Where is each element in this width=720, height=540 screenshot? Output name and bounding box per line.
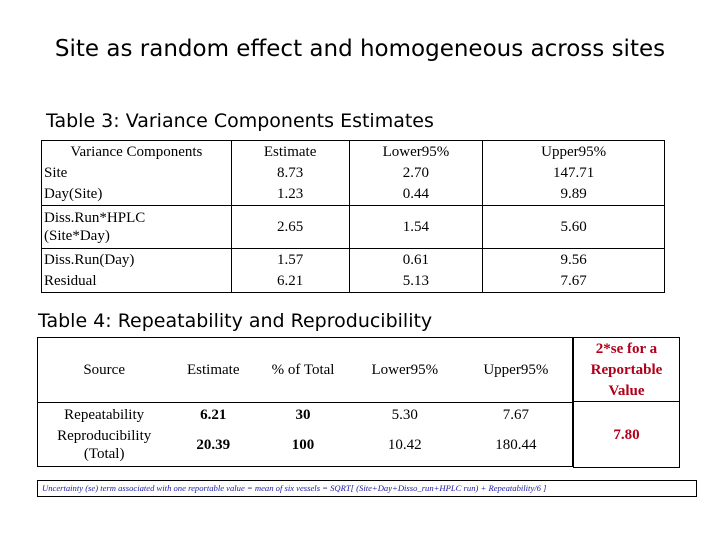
se-header-line: Value [608, 383, 645, 399]
table3-caption: Table 3: Variance Components Estimates [46, 110, 434, 132]
source-line: (Total) [83, 446, 125, 462]
source-cell: Repeatability [64, 407, 145, 424]
estimate-cell: 6.21 [200, 407, 227, 424]
table-row [38, 338, 573, 403]
lower-cell: 5.30 [391, 407, 418, 424]
estimate-cell: 1.57 [231, 249, 349, 271]
lower-cell: 1.54 [349, 205, 483, 249]
upper-cell: 7.67 [483, 271, 665, 293]
upper-cell: 147.71 [483, 162, 665, 183]
upper-cell: 180.44 [495, 437, 537, 453]
lower-cell: 2.70 [349, 162, 483, 183]
header-source: Source [38, 338, 171, 403]
upper-cell: 9.56 [483, 249, 665, 271]
reportable-se-header [573, 337, 680, 402]
table-row [42, 184, 665, 206]
pct-cell: 30 [295, 407, 311, 424]
component-cell: Diss.Run(Day) [42, 249, 232, 271]
se-header-line: Reportable [590, 362, 663, 378]
header-pct-total: % of Total [256, 338, 350, 403]
lower-cell: 5.13 [349, 271, 483, 293]
header-upper95: Upper95% [460, 338, 573, 403]
lower-cell: 0.44 [349, 184, 483, 206]
uncertainty-footnote: Uncertainty (se) term associated with one reportable value = mean of six vessels = SQRT[ (Site+Day+Disso_run+HPLC run) + Repeatability/6 ] [37, 480, 697, 497]
upper-cell: 7.67 [502, 407, 529, 424]
estimate-cell: 1.23 [231, 184, 349, 206]
slide-title: Site as random effect and homogeneous across sites [54, 36, 666, 62]
header-estimate: Estimate [170, 338, 256, 403]
header-upper95: Upper95% [483, 141, 665, 163]
repeatability-reproducibility-table [37, 337, 573, 467]
component-cell: Residual [44, 273, 97, 290]
table-row [42, 205, 665, 249]
table-row [42, 271, 665, 293]
table-row [42, 162, 665, 183]
header-estimate: Estimate [231, 141, 349, 163]
component-line: Diss.Run*HPLC [44, 210, 146, 227]
table-row [38, 424, 573, 466]
component-cell [42, 205, 232, 249]
estimate-cell: 6.21 [231, 271, 349, 293]
table-row [38, 403, 573, 425]
header-lower95: Lower95% [349, 141, 483, 163]
se-header-line: 2*se for a [595, 341, 658, 357]
source-line: Reproducibility [57, 428, 152, 444]
source-cell [38, 424, 171, 466]
upper-cell: 9.89 [483, 184, 665, 206]
upper-cell: 5.60 [483, 205, 665, 249]
estimate-cell: 20.39 [196, 437, 231, 453]
header-variance-components: Variance Components [70, 143, 203, 160]
component-line: (Site*Day) [44, 228, 110, 245]
lower-cell: 0.61 [349, 249, 483, 271]
header-lower95: Lower95% [350, 338, 460, 403]
variance-components-table [41, 140, 665, 293]
table4-caption: Table 4: Repeatability and Reproducibility [38, 310, 433, 332]
lower-cell: 10.42 [387, 437, 422, 453]
table-row [42, 141, 665, 163]
component-cell: Day(Site) [44, 186, 103, 203]
estimate-cell: 8.73 [231, 162, 349, 183]
table-row [42, 249, 665, 271]
pct-cell: 100 [291, 437, 315, 453]
component-cell: Site [44, 164, 68, 181]
estimate-cell: 2.65 [231, 205, 349, 249]
reportable-se-value: 7.80 [573, 401, 680, 468]
